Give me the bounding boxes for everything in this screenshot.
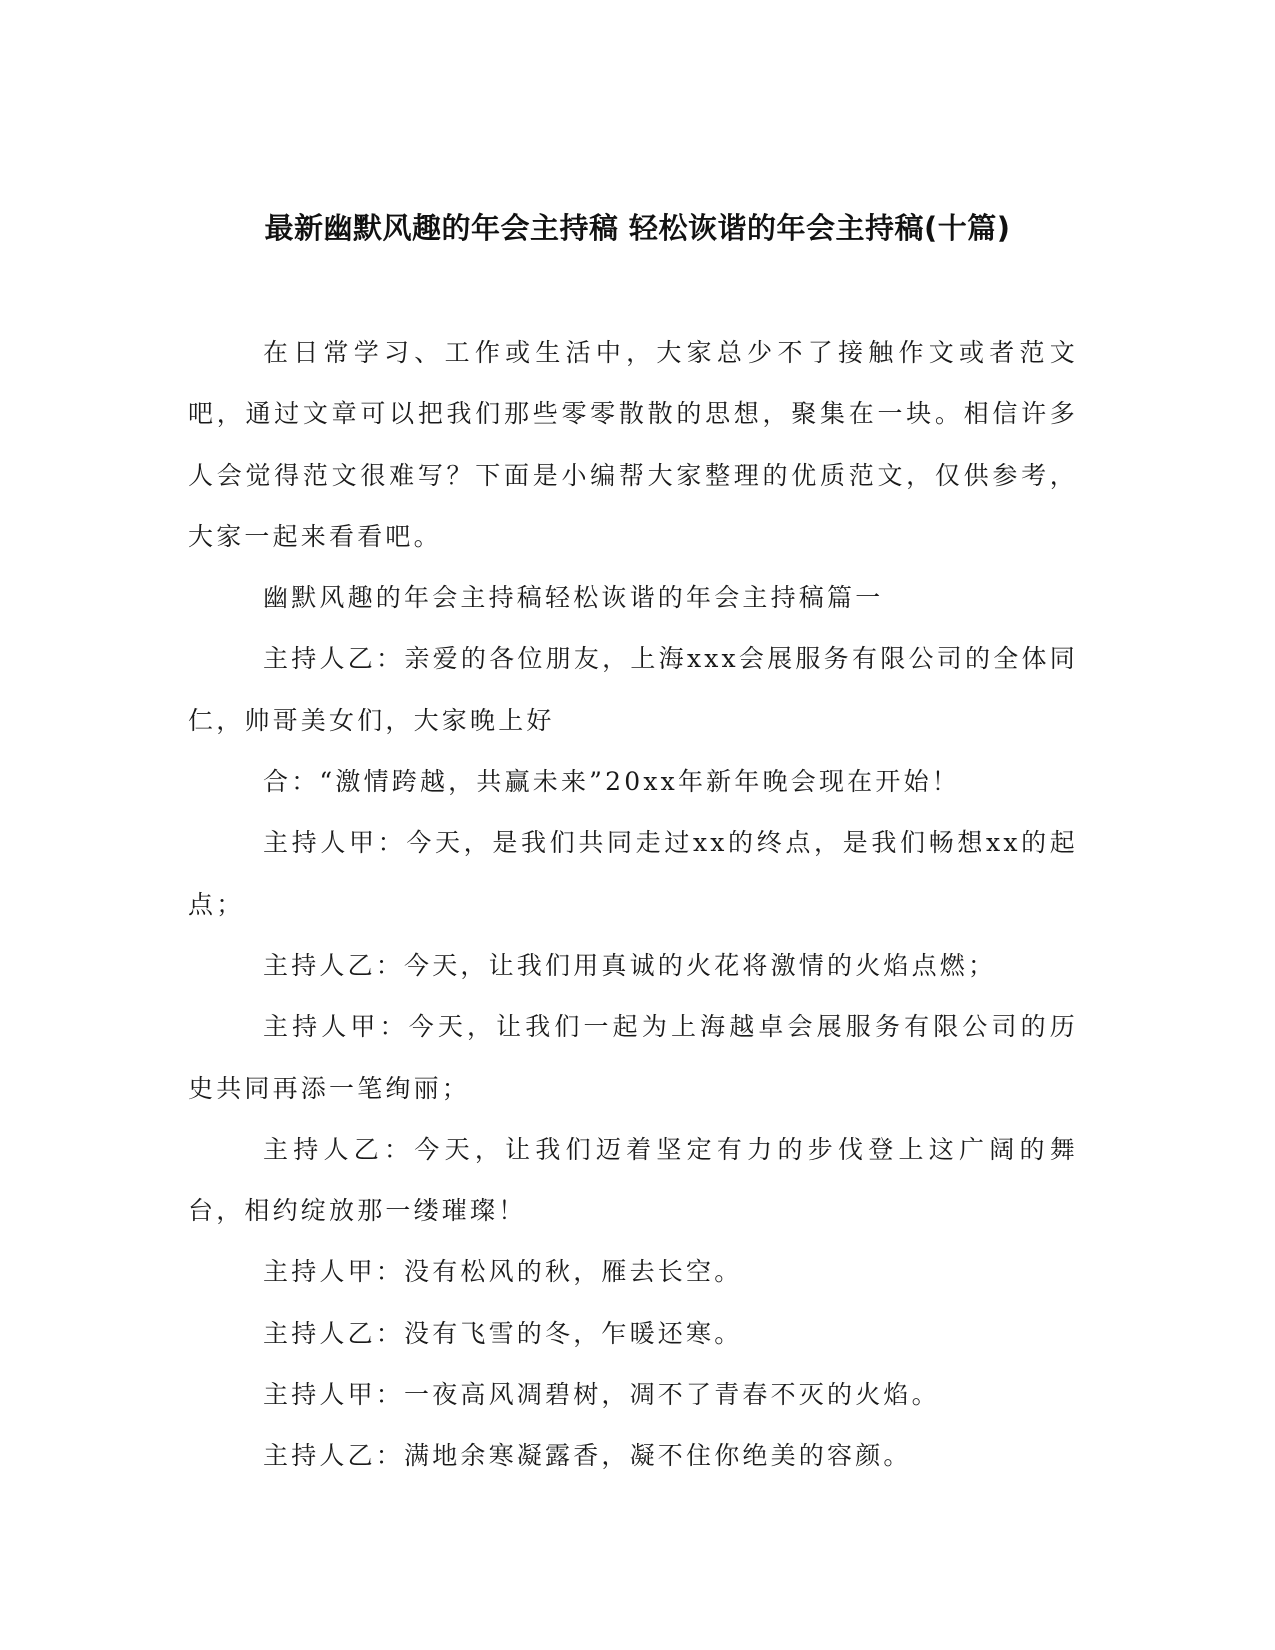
section-heading: 幽默风趣的年会主持稿轻松诙谐的年会主持稿篇一 xyxy=(263,583,884,613)
intro-paragraph: 在日常学习、工作或生活中，大家总少不了接触作文或者范文吧，通过文章可以把我们那些零零散散的思想，聚集在一块。相信许多人会觉得范文很难写？下面是小编帮大家整理的优质范文，仅供参考，大家一起来看看吧。 xyxy=(188,338,1078,551)
script-line: 主持人乙：满地余寒凝露香，凝不住你绝美的容颜。 xyxy=(263,1441,912,1471)
document-body xyxy=(188,322,1078,1487)
script-line: 主持人乙：今天，让我们迈着坚定有力的步伐登上这广阔的舞台，相约绽放那一缕璀璨！ xyxy=(188,1134,1078,1226)
script-line: 主持人乙：没有飞雪的冬，乍暖还寒。 xyxy=(263,1318,743,1348)
script-line: 主持人甲：没有松风的秋，雁去长空。 xyxy=(263,1257,743,1287)
document-title: 最新幽默风趣的年会主持稿 轻松诙谐的年会主持稿(十篇) xyxy=(264,211,1011,245)
script-line: 主持人乙：今天，让我们用真诚的火花将激情的火焰点燃； xyxy=(263,950,997,980)
script-line: 合：“激情跨越，共赢未来”20xx年新年晚会现在开始！ xyxy=(263,767,960,797)
script-line: 主持人甲：一夜高风凋碧树，凋不了青春不灭的火焰。 xyxy=(263,1380,940,1410)
script-line: 主持人乙：亲爱的各位朋友，上海xxx会展服务有限公司的全体同仁，帅哥美女们，大家晚上好 xyxy=(188,644,1078,735)
script-line: 主持人甲：今天，是我们共同走过xx的终点，是我们畅想xx的起点； xyxy=(188,828,1078,919)
script-line: 主持人甲：今天，让我们一起为上海越卓会展服务有限公司的历史共同再添一笔绚丽； xyxy=(188,1012,1078,1103)
